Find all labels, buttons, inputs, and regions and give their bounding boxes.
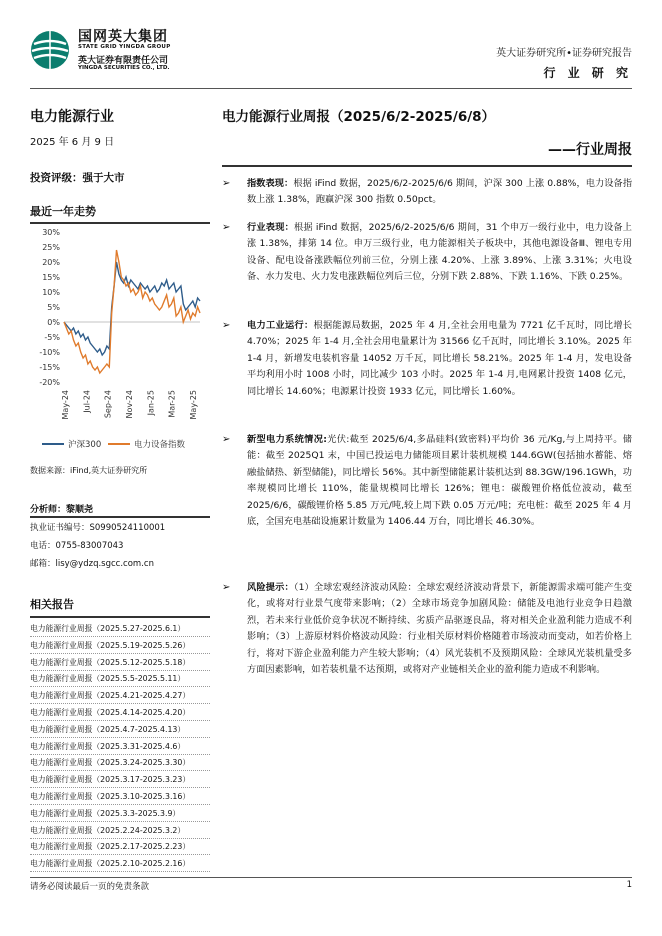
related-report-separator <box>30 854 210 855</box>
x-tick-label: May-24 <box>61 390 70 420</box>
related-reports-underline <box>30 616 210 618</box>
report-section <box>247 176 632 209</box>
y-tick-label: 0% <box>47 318 60 327</box>
legend-label: 电力设备指数 <box>134 440 186 450</box>
trend-chart <box>30 226 210 458</box>
report-section <box>247 220 632 286</box>
title-divider <box>222 165 632 167</box>
section-text: 根据 iFind 数据，2025/6/2-2025/6/6 期间，沪深 300 上涨 0.88%，电力设备指数上涨 1.38%，跑赢沪深 300 指数 0.50pct。 <box>247 178 633 206</box>
related-report-separator <box>30 804 210 805</box>
bullet-arrow-icon: ➢ <box>222 320 231 331</box>
y-tick-label: -5% <box>44 333 60 342</box>
related-report-item[interactable]: 电力能源行业周报（2025.2.10-2025.2.16） <box>30 859 191 869</box>
page-number: 1 <box>626 880 632 890</box>
related-report-item[interactable]: 电力能源行业周报（2025.5.19-2025.5.26） <box>30 640 191 650</box>
state-grid-globe-icon <box>30 30 70 70</box>
related-report-item[interactable]: 电力能源行业周报（2025.4.14-2025.4.20） <box>30 708 191 717</box>
section-label: 新型电力系统情况: <box>247 434 327 445</box>
section-label: 行业表现： <box>247 222 294 233</box>
analyst-cert: 执业证书编号：S0990524110001 <box>30 523 166 533</box>
report-title: 电力能源行业周报（2025/6/2-2025/6/8） <box>222 109 496 125</box>
related-report-separator <box>30 636 210 637</box>
y-tick-label: 10% <box>42 288 60 297</box>
header-report-type: 行 业 研 究 <box>543 66 632 80</box>
x-tick-label: Jul-24 <box>82 390 92 413</box>
related-report-item[interactable]: 电力能源行业周报（2025.3.3-2025.3.9） <box>30 808 181 818</box>
x-tick-label: Mar-25 <box>167 390 177 418</box>
related-report-item[interactable]: 电力能源行业周报（2025.3.24-2025.3.30） <box>30 758 191 768</box>
logo-company-name: 英大证券有限责任公司 <box>78 56 169 66</box>
company-logo <box>30 26 230 76</box>
related-report-separator <box>30 703 210 704</box>
y-tick-label: -10% <box>39 348 60 357</box>
related-report-separator <box>30 871 210 872</box>
chart-source: 数据来源：iFind,英大证券研究所 <box>30 466 148 475</box>
bullet-arrow-icon: ➢ <box>222 582 231 593</box>
related-report-separator <box>30 670 210 671</box>
related-report-separator <box>30 653 210 654</box>
section-text: 根据能源局数据，2025 年 4 月,全社会用电量为 7721 亿千瓦时，同比增长 4.70%；2025 年 1-4 月,全社会用电量累计为 31566 亿千瓦时，同比增长 3.10%。2025 年 1-4 月，新增发电装机容量 14052 万千瓦，同比增长 58.21%。2025 年 1-4 月，发电设备平均利用小时 1008 小时，同比减少 103 小时。2025 年 1-4 月,电网累计投资 1408 亿元，同比增长 14.60%；电源累计投资 1933 亿元，同比增长 1.60%。 <box>247 320 632 397</box>
section-label: 电力工业运行： <box>247 320 314 331</box>
related-report-separator <box>30 720 210 721</box>
logo-company-name-en: YINGDA SECURITIES CO., LTD. <box>78 65 170 71</box>
series-line-power-equipment <box>64 250 200 373</box>
related-report-separator <box>30 787 210 788</box>
related-report-item[interactable]: 电力能源行业周报（2025.2.17-2025.2.23） <box>30 842 191 852</box>
bullet-arrow-icon: ➢ <box>222 434 231 445</box>
section-text: 光伏:截至 2025/6/4,多晶硅料(致密料)平均价 36 元/Kg,与上周持平。储能：截至 2025Q1 末，中国已投运电力储能项目累计装机规模 144.6GW(包括抽水蓄能、熔融盐储热、新型储能)，同比增长 56%。其中新型储能累计装机达到 88.3GW/196.1GWh，功率规模同比增长 110%，能量规模同比增长 126%；锂电：碳酸锂价格低位波动，截至 2025/6/6，碳酸锂价格 5.85 万元/吨,较上周下跌 0.05 万元/吨；充电桩：截至 2025 年 4 月底，全国充电基础设施累计数量为 1406.44 万台，同比增长 46.30%。 <box>247 434 632 528</box>
related-report-separator <box>30 770 210 771</box>
analyst-underline <box>30 516 210 518</box>
section-label: 风险提示： <box>247 582 294 593</box>
x-tick-label: Jan-25 <box>146 390 156 416</box>
related-report-item[interactable]: 电力能源行业周报（2025.5.12-2025.5.18） <box>30 657 191 667</box>
report-section <box>247 318 632 400</box>
related-reports-title: 相关报告 <box>30 598 74 611</box>
analyst-phone: 电话：0755-83007043 <box>30 541 124 551</box>
related-report-item[interactable]: 电力能源行业周报（2025.3.17-2025.3.23） <box>30 775 191 785</box>
related-report-item[interactable]: 电力能源行业周报（2025.5.27-2025.6.1） <box>30 624 186 633</box>
related-report-separator <box>30 754 210 755</box>
report-section <box>247 580 632 678</box>
legend-label: 沪深300 <box>68 440 102 450</box>
footer-divider <box>30 877 632 878</box>
bullet-arrow-icon: ➢ <box>222 222 231 233</box>
x-tick-label: May-25 <box>189 390 198 420</box>
trend-title: 最近一年走势 <box>30 205 96 218</box>
investment-rating: 投资评级：强于大市 <box>30 172 125 184</box>
y-tick-label: 5% <box>47 303 60 312</box>
y-tick-label: 20% <box>42 258 60 267</box>
x-tick-label: Nov-24 <box>125 390 134 419</box>
logo-group-name: 国网英大集团 <box>78 29 168 45</box>
related-report-separator <box>30 821 210 822</box>
related-report-item[interactable]: 电力能源行业周报（2025.3.31-2025.4.6） <box>30 741 186 751</box>
y-tick-label: 15% <box>42 273 60 282</box>
related-report-item[interactable]: 电力能源行业周报（2025.2.24-2025.3.2） <box>30 825 186 835</box>
industry-title: 电力能源行业 <box>30 109 114 125</box>
header-org-line: 英大证券研究所•证券研究报告 <box>496 48 632 59</box>
related-report-separator <box>30 686 210 687</box>
analyst-email[interactable] <box>30 557 210 569</box>
analyst-name: 分析师：黎顺尧 <box>30 505 94 515</box>
x-tick-label: Sep-24 <box>103 390 113 419</box>
bullet-arrow-icon: ➢ <box>222 178 231 189</box>
related-report-separator <box>30 737 210 738</box>
analyst-email-text: 邮箱：lisy@ydzq.sgcc.com.cn <box>30 559 154 569</box>
y-tick-label: 30% <box>42 228 60 237</box>
related-report-item[interactable]: 电力能源行业周报（2025.3.10-2025.3.16） <box>30 792 191 801</box>
section-text: 根据 iFind 数据，2025/6/2-2025/6/6 期间，31 个申万一级行业中，电力设备上涨 1.38%，排第 14 位。申万三级行业，电力能源相关子板块中，其他电源设备Ⅲ、锂电专用设备、配电设备涨跌幅位列前三位，分别上涨 4.20%、上涨 3.89%、上涨 3.31%；火电设备、水力发电、火力发电涨跌幅位列后三位，分别下跌 2.88%、下跌 1.16%、下跌 0.25%。 <box>247 222 632 283</box>
report-subtitle: ——行业周报 <box>548 142 632 158</box>
y-tick-label: -20% <box>39 378 60 387</box>
related-report-item[interactable]: 电力能源行业周报（2025.4.21-2025.4.27） <box>30 691 191 701</box>
related-report-separator <box>30 838 210 839</box>
section-label: 指数表现： <box>247 178 294 189</box>
header-divider <box>30 88 632 89</box>
related-report-item[interactable]: 电力能源行业周报（2025.5.5-2025.5.11） <box>30 674 186 684</box>
report-date: 2025 年 6 月 9 日 <box>30 137 115 148</box>
section-text: （1）全球宏观经济波动风险：全球宏观经济波动背景下，新能源需求端可能产生变化，或将对行业景气度带来影响；（2）全球市场竞争加剧风险：储能及电池行业竞争日趋激烈，若未来行业低价竞争状况不断持续、劣质产品驱逐良品，将对相关企业盈利能力造成不利影响；（3）上游原材料价格波动风险：行业相关原材料价格随着市场波动而变动，如若价格上行，将对下游企业盈利能力产生较大影响；（4）风光装机不及预期风险：全球风光装机量受多方面因素影响，如若装机量不达预期，或将对产业链相关企业的盈利能力造成不利影响。 <box>247 582 633 676</box>
trend-title-underline <box>30 222 210 224</box>
related-report-item[interactable]: 电力能源行业周报（2025.4.7-2025.4.13） <box>30 724 186 734</box>
y-tick-label: 25% <box>42 243 60 252</box>
logo-group-name-en: STATE GRID YINGDA GROUP <box>78 44 171 50</box>
report-section <box>247 432 632 530</box>
footer-disclaimer: 请务必阅读最后一页的免责条款 <box>30 882 150 892</box>
y-tick-label: -15% <box>39 363 60 372</box>
